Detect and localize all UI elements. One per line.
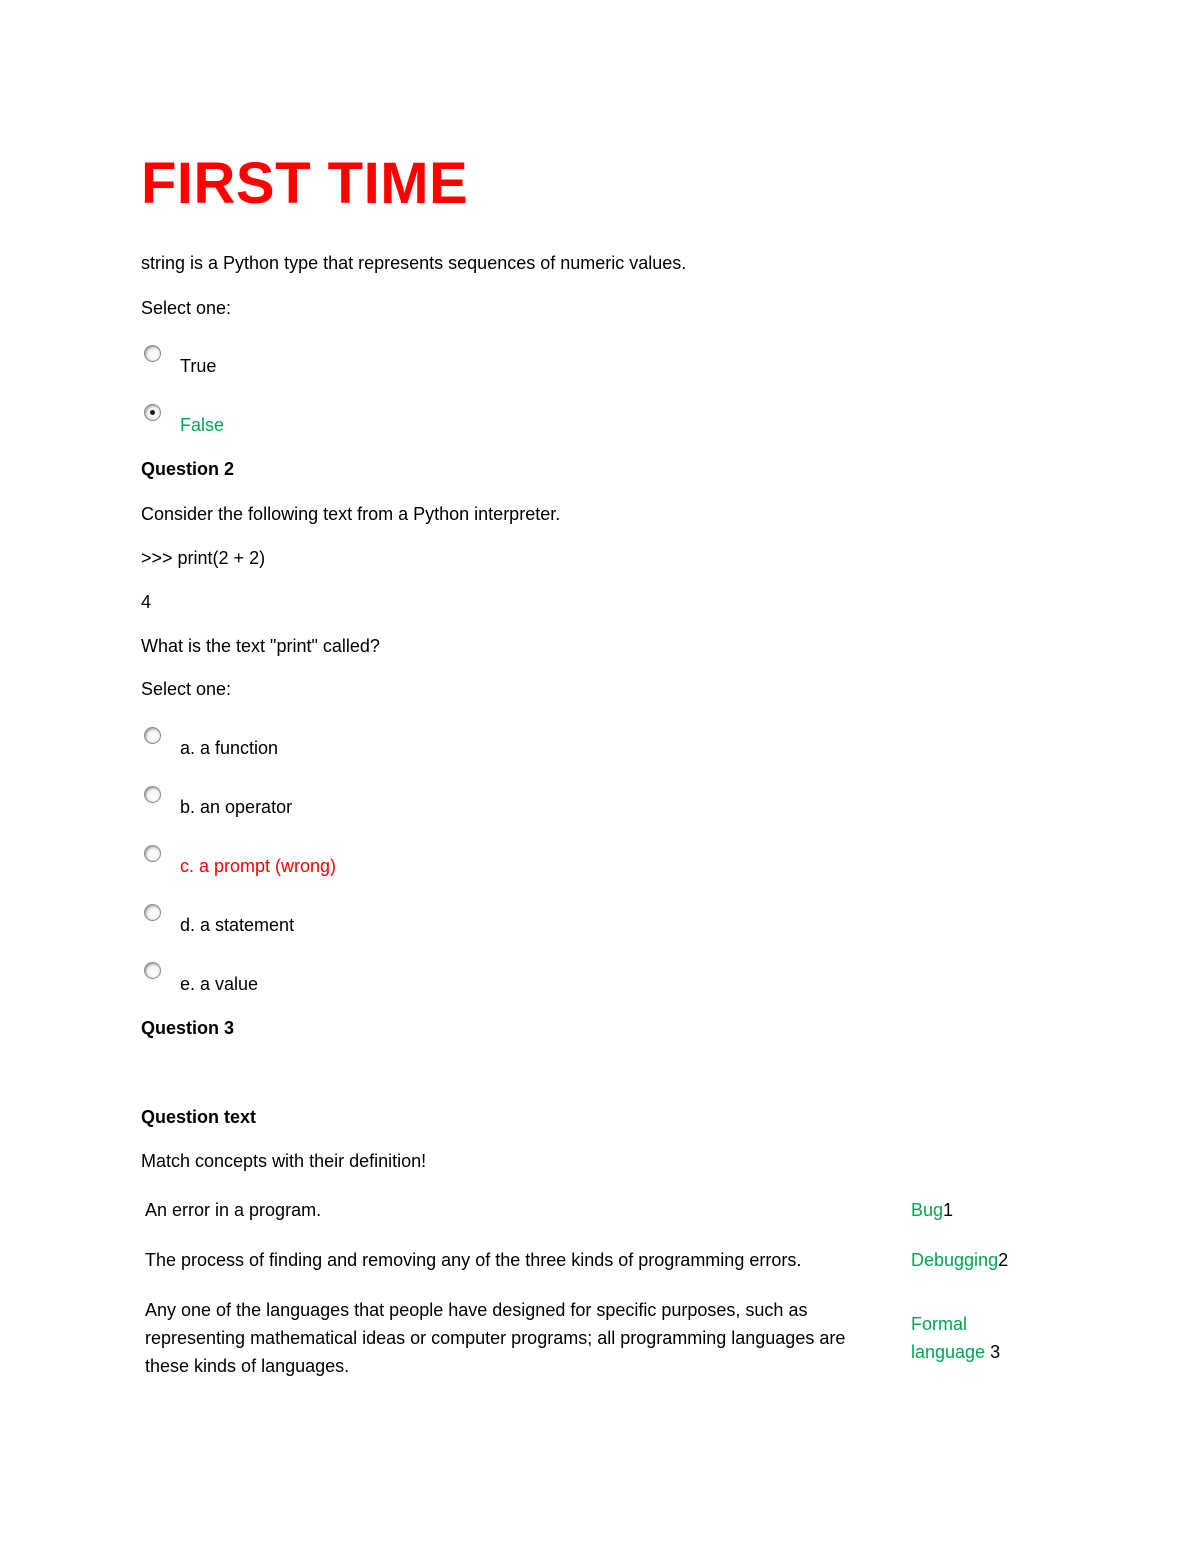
answer-cell[interactable] (911, 1196, 1041, 1224)
q2-option-e-label[interactable]: e. a value (180, 974, 259, 994)
q2-option-c-radio[interactable] (144, 845, 161, 862)
q2-option-a-radio[interactable] (144, 727, 161, 744)
answer-number: 2 (998, 1250, 1009, 1270)
definition-cell: Any one of the languages that people have designed for specific purposes, such as representing mathematical ideas or computer programs; all programming languages are these kinds of languages. (145, 1300, 846, 1376)
definition-cell: The process of finding and removing any of the three kinds of programming errors. (145, 1250, 802, 1270)
q2-question: What is the text "print" called? (141, 636, 380, 656)
q3-subheading: Question text (141, 1107, 257, 1127)
q1-select-prompt: Select one: (141, 298, 232, 318)
q2-option-d-label[interactable]: d. a statement (180, 915, 295, 935)
answer-text: Debugging (911, 1250, 999, 1270)
q2-text: Consider the following text from a Python interpreter. (141, 504, 561, 524)
q2-select-prompt: Select one: (141, 679, 232, 699)
q2-code-line: >>> print(2 + 2) (141, 548, 266, 568)
q1-option-false-label[interactable]: False (180, 415, 225, 435)
answer-text: Formal language (911, 1314, 986, 1362)
q2-heading: Question 2 (141, 459, 235, 479)
definition-cell: An error in a program. (145, 1200, 322, 1220)
q1-text: string is a Python type that represents sequences of numeric values. (141, 253, 687, 273)
q2-code-output: 4 (141, 592, 152, 612)
q1-option-true-radio[interactable] (144, 345, 161, 362)
q2-option-a-label[interactable]: a. a function (180, 738, 279, 758)
q3-heading: Question 3 (141, 1018, 235, 1038)
answer-cell[interactable] (911, 1310, 1021, 1366)
q2-option-b-radio[interactable] (144, 786, 161, 803)
q2-option-e-radio[interactable] (144, 962, 161, 979)
q2-option-d-radio[interactable] (144, 904, 161, 921)
q3-instruction: Match concepts with their definition! (141, 1151, 427, 1171)
q2-option-c-label[interactable]: c. a prompt (wrong) (180, 856, 337, 876)
q1-option-true-label[interactable]: True (180, 356, 217, 376)
answer-text: Bug (911, 1200, 944, 1220)
q2-option-b-label[interactable]: b. an operator (180, 797, 293, 817)
answer-cell[interactable] (911, 1246, 1041, 1274)
q1-option-false-radio[interactable] (144, 404, 161, 421)
answer-number: 3 (990, 1342, 1001, 1362)
page-title: FIRST TIME (141, 151, 469, 216)
answer-number: 1 (943, 1200, 954, 1220)
